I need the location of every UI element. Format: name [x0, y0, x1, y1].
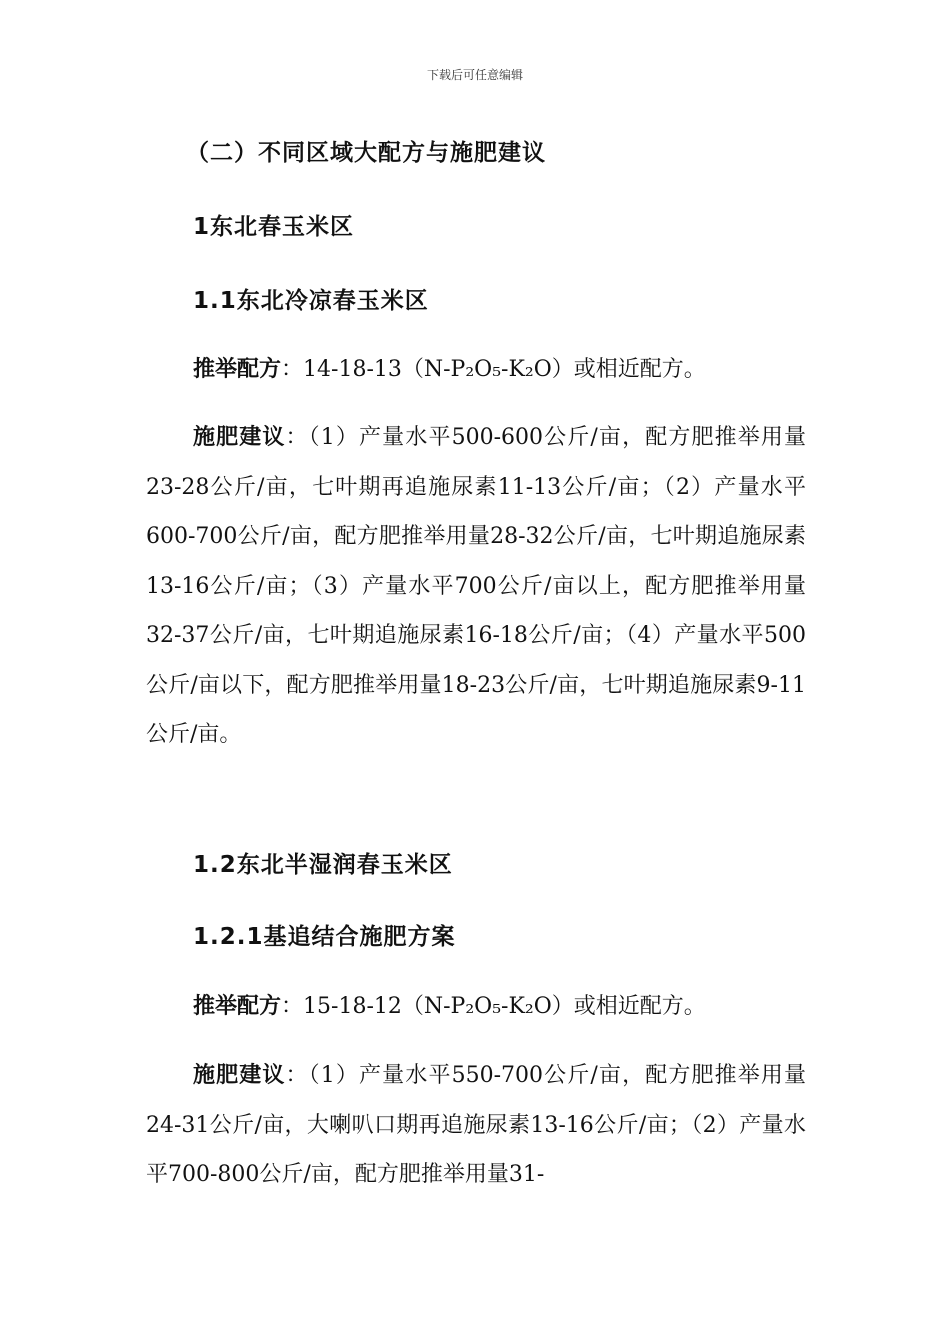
heading-1-2: 1.2东北半湿润春玉米区 [193, 852, 453, 878]
advice-paragraph-1-1 [146, 413, 806, 760]
formula-text: ：14-18-13（N-P₂O₅-K₂O）或相近配方。 [281, 357, 706, 382]
heading-1-2-1: 1.2.1基追结合施肥方案 [193, 924, 456, 950]
advice-label: 施肥建议 [193, 425, 286, 450]
heading-1: 1东北春玉米区 [193, 214, 355, 240]
advice-label: 施肥建议 [193, 1063, 286, 1088]
page-header: 下载后可任意编辑 [426, 68, 523, 82]
formula-paragraph-1-2-1 [193, 989, 706, 1020]
advice-text: ：（1）产量水平500-600公斤/亩，配方肥推举用量23-28公斤/亩，七叶期再追施尿素11-13公斤/亩；（2）产量水平600-700公斤/亩，配方肥推举用量28-32公斤/亩，七叶期追施尿素13-16公斤/亩；（3）产量水平700公斤/亩以上，配方肥推举用量32-37公斤/亩，七叶期追施尿素16-18公斤/亩；（4）产量水平500公斤/亩以下，配方肥推举用量18-23公斤/亩，七叶期追施尿素9-11公斤/亩。 [146, 425, 806, 747]
advice-text: ：（1）产量水平550-700公斤/亩，配方肥推举用量24-31公斤/亩，大喇叭口期再追施尿素13-16公斤/亩；（2）产量水平700-800公斤/亩，配方肥推举用量31- [146, 1063, 806, 1187]
advice-paragraph-1-2-1 [146, 1051, 806, 1200]
heading-1-1: 1.1东北冷凉春玉米区 [193, 288, 429, 314]
section-title: （二）不同区域大配方与施肥建议 [186, 140, 546, 166]
formula-label: 推举配方 [193, 357, 282, 382]
formula-text: ：15-18-12（N-P₂O₅-K₂O）或相近配方。 [281, 994, 706, 1019]
formula-label: 推举配方 [193, 994, 282, 1019]
formula-paragraph-1-1 [193, 352, 706, 383]
